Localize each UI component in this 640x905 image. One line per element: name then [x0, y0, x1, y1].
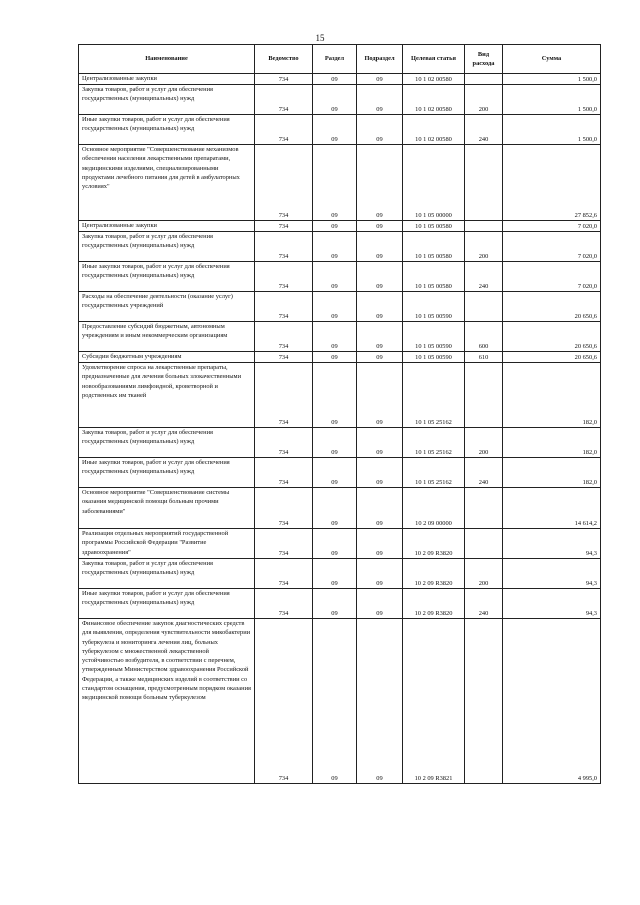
cell-cel: 10 2 09 00000 — [403, 488, 465, 529]
table-header — [79, 45, 601, 74]
cell-name: Закупка товаров, работ и услуг для обеспечения государственных (муниципальных) нужд — [79, 232, 255, 262]
cell-cel: 10 1 05 00580 — [403, 262, 465, 292]
cell-name: Централизованные закупки — [79, 74, 255, 85]
cell-ved: 734 — [255, 221, 313, 232]
cell-vid: 240 — [465, 115, 503, 145]
cell-vid: 610 — [465, 352, 503, 363]
table-row — [79, 292, 601, 322]
cell-vid — [465, 619, 503, 784]
cell-ved: 734 — [255, 352, 313, 363]
cell-podrazdel: 09 — [357, 529, 403, 559]
header-row — [79, 45, 601, 74]
cell-razdel: 09 — [313, 322, 357, 352]
cell-podrazdel: 09 — [357, 619, 403, 784]
cell-razdel: 09 — [313, 352, 357, 363]
cell-razdel: 09 — [313, 145, 357, 221]
cell-cel: 10 1 05 25162 — [403, 428, 465, 458]
cell-podrazdel: 09 — [357, 428, 403, 458]
cell-razdel: 09 — [313, 363, 357, 428]
cell-name: Централизованные закупки — [79, 221, 255, 232]
header-summa: Сумма — [503, 45, 601, 74]
page-number: 15 — [315, 33, 325, 43]
cell-razdel: 09 — [313, 292, 357, 322]
cell-podrazdel: 09 — [357, 232, 403, 262]
cell-ved: 734 — [255, 232, 313, 262]
cell-cel: 10 1 05 00580 — [403, 232, 465, 262]
cell-ved: 734 — [255, 322, 313, 352]
header-name: Наименование — [79, 45, 255, 74]
header-ved: Ведомство — [255, 45, 313, 74]
cell-razdel: 09 — [313, 589, 357, 619]
cell-summa: 14 614,2 — [503, 488, 601, 529]
header-vid: Вид расхода — [465, 45, 503, 74]
cell-vid: 200 — [465, 85, 503, 115]
cell-podrazdel: 09 — [357, 262, 403, 292]
cell-podrazdel: 09 — [357, 589, 403, 619]
table-row — [79, 352, 601, 363]
cell-name: Основное мероприятие "Совершенствование системы оказания медицинской помощи больным прочими заболеваниями" — [79, 488, 255, 529]
cell-name: Иные закупки товаров, работ и услуг для обеспечения государственных (муниципальных) нужд — [79, 589, 255, 619]
cell-podrazdel: 09 — [357, 145, 403, 221]
cell-vid — [465, 221, 503, 232]
cell-summa: 20 650,6 — [503, 292, 601, 322]
cell-cel: 10 1 05 00580 — [403, 221, 465, 232]
cell-name: Иные закупки товаров, работ и услуг для обеспечения государственных (муниципальных) нужд — [79, 115, 255, 145]
cell-vid — [465, 145, 503, 221]
cell-cel: 10 1 05 00590 — [403, 352, 465, 363]
cell-summa: 27 852,6 — [503, 145, 601, 221]
table-row — [79, 322, 601, 352]
cell-podrazdel: 09 — [357, 74, 403, 85]
cell-summa: 7 020,0 — [503, 232, 601, 262]
cell-podrazdel: 09 — [357, 559, 403, 589]
cell-ved: 734 — [255, 292, 313, 322]
cell-vid: 240 — [465, 262, 503, 292]
table-row — [79, 458, 601, 488]
cell-ved: 734 — [255, 115, 313, 145]
cell-cel: 10 2 09 R3820 — [403, 589, 465, 619]
cell-cel: 10 1 05 25162 — [403, 363, 465, 428]
cell-razdel: 09 — [313, 619, 357, 784]
cell-name: Удовлетворение спроса на лекарственные препараты, предназначенные для лечения больных злокачественными новообразованиями лимфоидной, кроветворной и родственных им тканей — [79, 363, 255, 428]
header-podrazdel: Подраздел — [357, 45, 403, 74]
cell-razdel: 09 — [313, 559, 357, 589]
cell-razdel: 09 — [313, 74, 357, 85]
cell-summa: 1 500,0 — [503, 115, 601, 145]
cell-ved: 734 — [255, 619, 313, 784]
cell-ved: 734 — [255, 428, 313, 458]
cell-razdel: 09 — [313, 221, 357, 232]
cell-cel: 10 1 05 00000 — [403, 145, 465, 221]
table-row — [79, 559, 601, 589]
cell-razdel: 09 — [313, 428, 357, 458]
header-razdel: Раздел — [313, 45, 357, 74]
cell-summa: 4 995,0 — [503, 619, 601, 784]
cell-cel: 10 1 02 00580 — [403, 74, 465, 85]
cell-name: Закупка товаров, работ и услуг для обеспечения государственных (муниципальных) нужд — [79, 85, 255, 115]
cell-razdel: 09 — [313, 232, 357, 262]
cell-ved: 734 — [255, 74, 313, 85]
cell-ved: 734 — [255, 488, 313, 529]
cell-podrazdel: 09 — [357, 292, 403, 322]
cell-summa: 182,0 — [503, 458, 601, 488]
cell-razdel: 09 — [313, 458, 357, 488]
table-row — [79, 115, 601, 145]
table-row — [79, 145, 601, 221]
cell-cel: 10 2 09 R3820 — [403, 559, 465, 589]
table-row — [79, 363, 601, 428]
cell-razdel: 09 — [313, 262, 357, 292]
cell-podrazdel: 09 — [357, 363, 403, 428]
cell-ved: 734 — [255, 145, 313, 221]
cell-summa: 7 020,0 — [503, 221, 601, 232]
table-row — [79, 232, 601, 262]
cell-summa: 94,3 — [503, 589, 601, 619]
cell-razdel: 09 — [313, 488, 357, 529]
cell-vid — [465, 488, 503, 529]
cell-cel: 10 2 09 R3820 — [403, 529, 465, 559]
budget-table — [78, 44, 601, 784]
cell-summa: 20 650,6 — [503, 322, 601, 352]
cell-vid: 240 — [465, 589, 503, 619]
cell-summa: 94,3 — [503, 529, 601, 559]
cell-ved: 734 — [255, 458, 313, 488]
table-row — [79, 589, 601, 619]
cell-vid: 600 — [465, 322, 503, 352]
cell-podrazdel: 09 — [357, 352, 403, 363]
cell-summa: 94,3 — [503, 559, 601, 589]
cell-razdel: 09 — [313, 85, 357, 115]
cell-name: Закупка товаров, работ и услуг для обеспечения государственных (муниципальных) нужд — [79, 428, 255, 458]
cell-ved: 734 — [255, 589, 313, 619]
cell-cel: 10 1 05 00590 — [403, 292, 465, 322]
cell-name: Субсидии бюджетным учреждениям — [79, 352, 255, 363]
table-row — [79, 221, 601, 232]
cell-podrazdel: 09 — [357, 488, 403, 529]
cell-ved: 734 — [255, 85, 313, 115]
cell-name: Расходы на обеспечение деятельности (оказание услуг) государственных учреждений — [79, 292, 255, 322]
cell-name: Реализация отдельных мероприятий государственной программы Российской Федерации "Развитие здравоохранения" — [79, 529, 255, 559]
cell-name: Финансовое обеспечение закупок диагностических средств для выявления, определения чувствительности микобактерии туберкулеза и мониторинга лечения лиц, больных туберкулезом с множественной лекарственной устойчивостью возбудителя, в соответствии с перечнем, утвержденным Министерством здравоохранения Российской Федерации, а также медицинских изделий в соответствии со стандартом оснащения, предусмотренным порядком оказания медицинской помощи больным туберкулезом — [79, 619, 255, 784]
table-row — [79, 529, 601, 559]
cell-podrazdel: 09 — [357, 322, 403, 352]
cell-ved: 734 — [255, 262, 313, 292]
cell-name: Закупка товаров, работ и услуг для обеспечения государственных (муниципальных) нужд — [79, 559, 255, 589]
cell-summa: 182,0 — [503, 363, 601, 428]
cell-ved: 734 — [255, 559, 313, 589]
cell-vid — [465, 529, 503, 559]
cell-cel: 10 1 05 25162 — [403, 458, 465, 488]
cell-vid: 200 — [465, 559, 503, 589]
table-row — [79, 85, 601, 115]
cell-ved: 734 — [255, 529, 313, 559]
header-cel: Целевая статья — [403, 45, 465, 74]
table-row — [79, 488, 601, 529]
cell-summa: 182,0 — [503, 428, 601, 458]
cell-vid: 240 — [465, 458, 503, 488]
cell-vid — [465, 292, 503, 322]
table-row — [79, 74, 601, 85]
cell-vid — [465, 74, 503, 85]
table-row — [79, 428, 601, 458]
cell-podrazdel: 09 — [357, 458, 403, 488]
cell-ved: 734 — [255, 363, 313, 428]
cell-cel: 10 2 09 R3821 — [403, 619, 465, 784]
cell-razdel: 09 — [313, 115, 357, 145]
cell-summa: 1 500,0 — [503, 85, 601, 115]
cell-summa: 7 020,0 — [503, 262, 601, 292]
cell-name: Основное мероприятие "Совершенствование механизмов обеспечения населения лекарственными препаратами, медицинскими изделиями, специализированными продуктами лечебного питания для детей в амбулаторных условиях" — [79, 145, 255, 221]
cell-podrazdel: 09 — [357, 85, 403, 115]
cell-name: Предоставление субсидий бюджетным, автономным учреждениям и иным некоммерческим организациям — [79, 322, 255, 352]
cell-podrazdel: 09 — [357, 221, 403, 232]
cell-vid: 200 — [465, 428, 503, 458]
cell-cel: 10 1 05 00590 — [403, 322, 465, 352]
table-row — [79, 619, 601, 784]
cell-razdel: 09 — [313, 529, 357, 559]
cell-vid: 200 — [465, 232, 503, 262]
cell-summa: 1 500,0 — [503, 74, 601, 85]
cell-vid — [465, 363, 503, 428]
cell-name: Иные закупки товаров, работ и услуг для обеспечения государственных (муниципальных) нужд — [79, 262, 255, 292]
cell-cel: 10 1 02 00580 — [403, 115, 465, 145]
table-body — [79, 74, 601, 784]
table-row — [79, 262, 601, 292]
cell-cel: 10 1 02 00580 — [403, 85, 465, 115]
cell-summa: 20 650,6 — [503, 352, 601, 363]
cell-podrazdel: 09 — [357, 115, 403, 145]
cell-name: Иные закупки товаров, работ и услуг для обеспечения государственных (муниципальных) нужд — [79, 458, 255, 488]
